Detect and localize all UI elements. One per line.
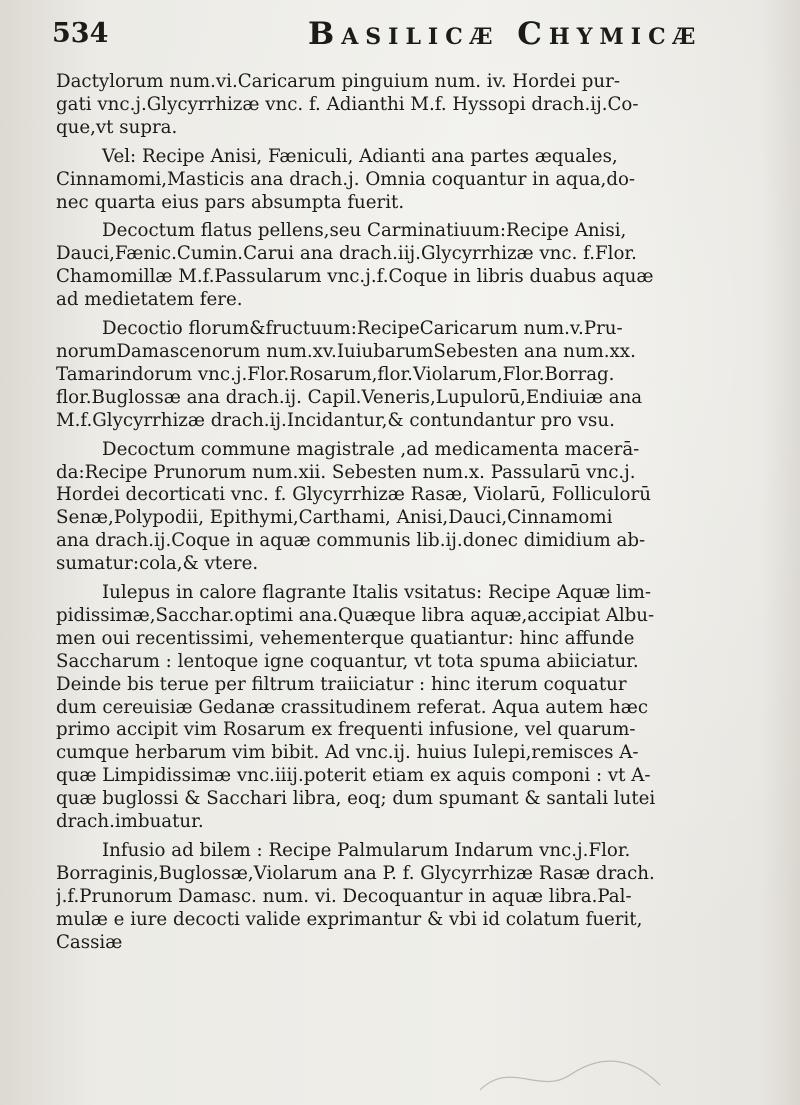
- text-line: M.f.Glycyrrhizæ drach.ij.Incidantur,& contundantur pro vsu.: [56, 409, 615, 431]
- text-line: mulæ e iure decocti valide exprimantur & vbi id colatum fuerit,: [56, 908, 643, 930]
- text-line: ad medietatem fere.: [56, 289, 243, 311]
- text-line: Decoctum flatus pellens,seu Carminatiuum:Recipe Anisi,: [102, 220, 627, 242]
- running-title: Basilicæ Chymicæ: [308, 16, 703, 52]
- text-line: quæ buglossi & Sacchari libra, eoq; dum spumant & santali lutei: [56, 788, 656, 810]
- text-line: j.f.Prunorum Damasc. num. vi. Decoquantur in aquæ libra.Pal-: [56, 885, 632, 907]
- text-line: Cassiæ: [56, 931, 123, 953]
- text-line: Senæ,Polypodii, Epithymi,Carthami, Anisi,Dauci,Cinnamomi: [56, 507, 613, 529]
- page-header: [52, 16, 772, 56]
- text-line: dum cereuisiæ Gedanæ crassitudinem referat. Aqua autem hæc: [56, 696, 649, 718]
- text-line: drach.imbuatur.: [56, 811, 204, 833]
- paragraph: [56, 439, 764, 576]
- text-line: Decoctum commune magistrale ,ad medicamenta macerā-: [102, 438, 640, 460]
- text-line: nec quarta eius pars absumpta fuerit.: [56, 191, 405, 213]
- text-line: Tamarindorum vnc.j.Flor.Rosarum,flor.Violarum,Flor.Borrag.: [56, 363, 615, 385]
- text-line: ana drach.ij.Coque in aquæ communis lib.ij.donec dimidium ab-: [56, 530, 646, 552]
- body-text: [56, 71, 764, 961]
- text-line: primo accipit vim Rosarum ex frequenti infusione, vel quarum-: [56, 719, 636, 741]
- text-line: Chamomillæ M.f.Passularum vnc.j.f.Coque in libris duabus aquæ: [56, 266, 654, 288]
- text-line: Deinde bis terue per filtrum traiiciatur : hinc iterum coquatur: [56, 673, 627, 695]
- text-line: sumatur:cola,& vtere.: [56, 553, 259, 575]
- text-line: flor.Buglossæ ana drach.ij. Capil.Veneris,Lupulorū,Endiuiæ ana: [56, 386, 643, 408]
- paragraph: [56, 220, 764, 312]
- text-line: Dactylorum num.vi.Caricarum pinguium num. iv. Hordei pur-: [56, 71, 620, 92]
- ink-scribble-mark: [470, 1050, 670, 1100]
- text-line: Dauci,Fænic.Cumin.Carui ana drach.iij.Glycyrrhizæ vnc. f.Flor.: [56, 243, 637, 265]
- text-line: Decoctio florum&fructuum:RecipeCaricarum num.v.Pru-: [102, 318, 623, 340]
- paragraph: [56, 840, 764, 955]
- text-line: gati vnc.j.Glycyrrhizæ vnc. f. Adianthi M.f. Hyssopi drach.ij.Co-: [56, 93, 639, 115]
- text-line: Vel: Recipe Anisi, Fæniculi, Adianti ana partes æquales,: [102, 145, 618, 167]
- text-line: norumDamascenorum num.xv.IuiubarumSebesten ana num.xx.: [56, 340, 636, 362]
- text-line: pidissimæ,Sacchar.optimi ana.Quæque libra aquæ,accipiat Albu-: [56, 604, 655, 626]
- paragraph: [56, 71, 764, 140]
- paragraph: [56, 318, 764, 433]
- text-line: cumque herbarum vim bibit. Ad vnc.ij. huius Iulepi,remisces A-: [56, 742, 639, 764]
- text-line: Iulepus in calore flagrante Italis vsitatus: Recipe Aquæ lim-: [102, 582, 651, 604]
- text-line: Infusio ad bilem : Recipe Palmularum Indarum vnc.j.Flor.: [102, 840, 631, 861]
- text-line: que,vt supra.: [56, 116, 178, 138]
- text-line: Saccharum : lentoque igne coquantur, vt tota spuma abiiciatur.: [56, 650, 639, 672]
- paragraph: [56, 582, 764, 834]
- page-number: 534: [52, 18, 109, 49]
- text-line: men oui recentissimi, vehementerque quatiantur: hinc affunde: [56, 627, 635, 649]
- paragraph: [56, 146, 764, 215]
- text-line: Hordei decorticati vnc. f. Glycyrrhizæ Rasæ, Violarū, Folliculorū: [56, 484, 651, 506]
- text-line: Cinnamomi,Masticis ana drach.j. Omnia coquantur in aqua,do-: [56, 168, 636, 190]
- text-line: quæ Limpidissimæ vnc.iiij.poterit etiam ex aquis componi : vt A-: [56, 765, 651, 787]
- text-line: da:Recipe Prunorum num.xii. Sebesten num.x. Passularū vnc.j.: [56, 461, 636, 483]
- text-line: Borraginis,Buglossæ,Violarum ana P. f. Glycyrrhizæ Rasæ drach.: [56, 862, 655, 884]
- page-edge-shadow: [762, 0, 800, 1105]
